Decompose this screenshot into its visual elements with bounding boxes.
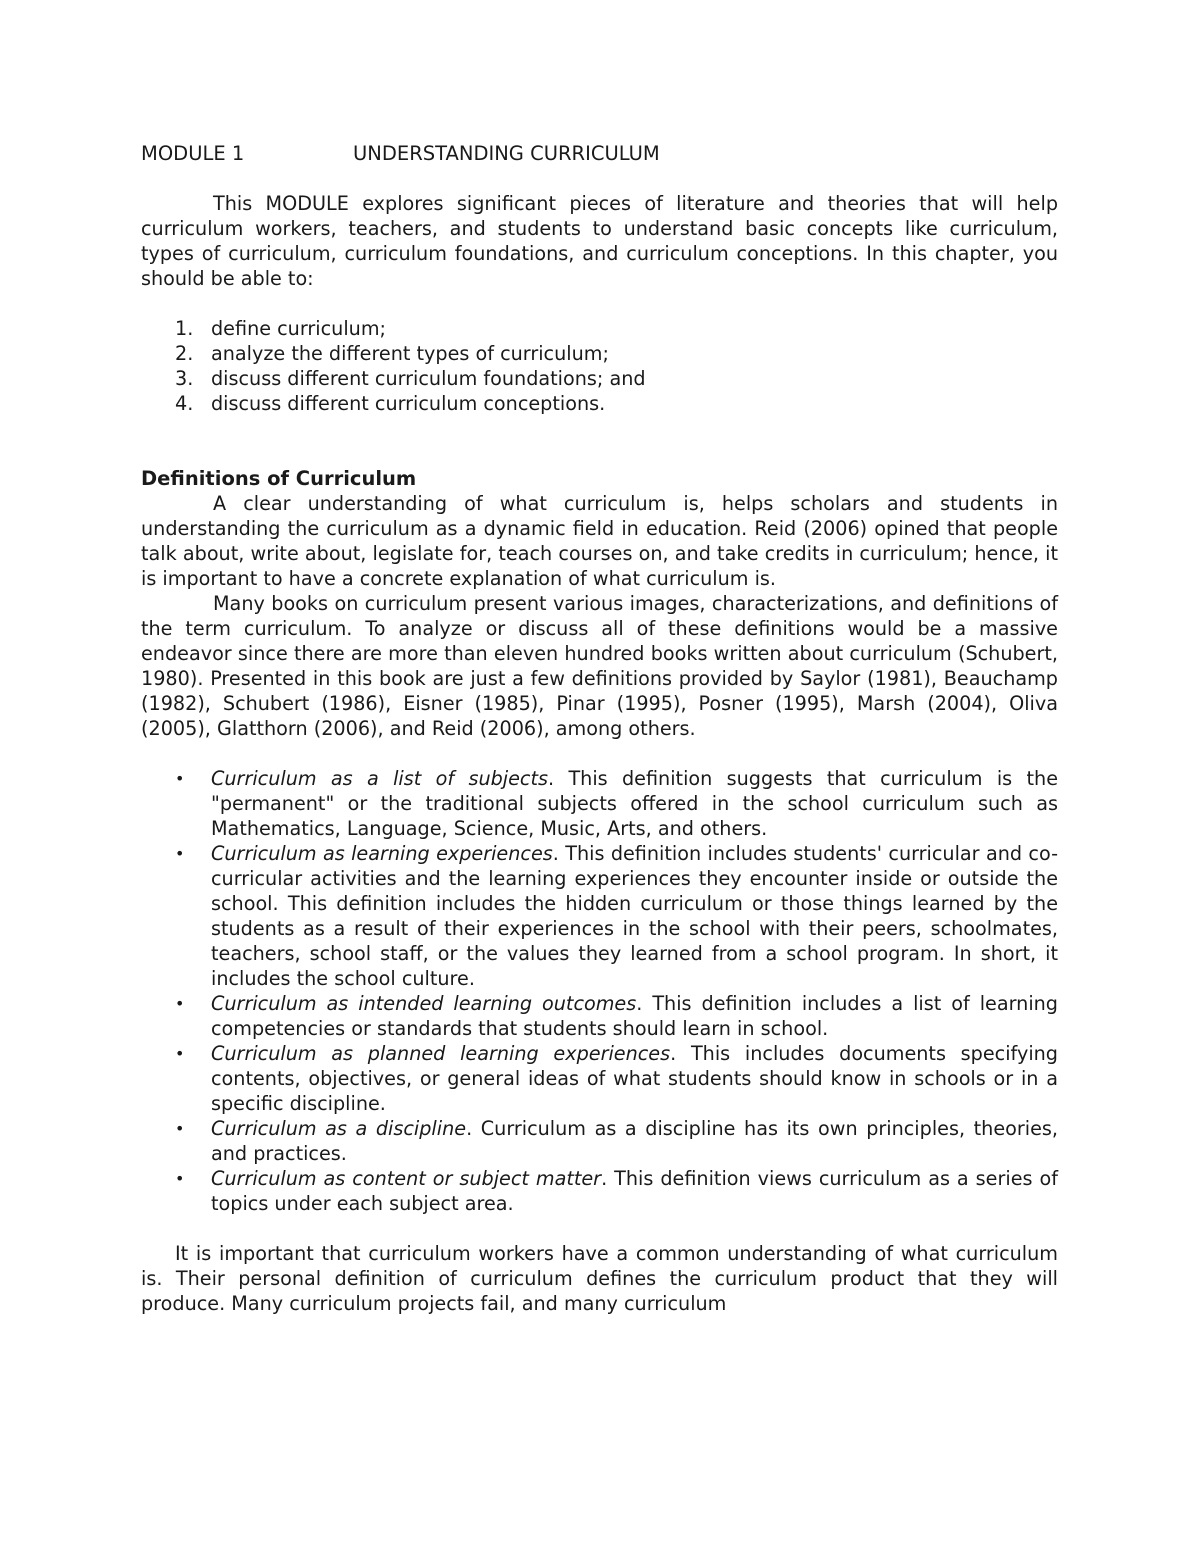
- definition-term: Curriculum as a discipline: [211, 1117, 467, 1140]
- intro-paragraph: This MODULE explores significant pieces of literature and theories that will help curriculum workers, teachers, and students to understand basic concepts like curriculum, types of curriculum, curriculum foundations, and curriculum conceptions. In this chapter, you should be able to:: [141, 192, 1058, 290]
- objective-item: [141, 341, 1058, 366]
- definition-text: . This includes documents specifying contents, objectives, or general ideas of what students should know in schools or in a specific discipline.: [211, 1042, 1058, 1115]
- document-page: [141, 141, 1058, 1316]
- definitions-paragraph-2: Many books on curriculum present various images, characterizations, and definitions of the term curriculum. To analyze or discuss all of these definitions would be a massive endeavor since there are more than eleven hundred books written about curriculum (Schubert, 1980). Presented in this book are just a few definitions provided by Saylor (1981), Beauchamp (1982), Schubert (1986), Eisner (1985), Pinar (1995), Posner (1995), Marsh (2004), Oliva (2005), Glatthorn (2006), and Reid (2006), among others.: [141, 592, 1058, 740]
- objective-text: analyze the different types of curriculum;: [211, 342, 609, 365]
- definition-text: . This definition includes a list of learning competencies or standards that students should learn in school.: [211, 992, 1058, 1040]
- definition-term: Curriculum as content or subject matter: [211, 1167, 602, 1190]
- objective-text: define curriculum;: [211, 317, 386, 340]
- definition-item: [141, 1116, 1058, 1166]
- section-heading: Definitions of Curriculum: [141, 467, 417, 490]
- objective-number: 1.: [175, 317, 194, 340]
- definitions-paragraph-1: A clear understanding of what curriculum is, helps scholars and students in understanding the curriculum as a dynamic field in education. Reid (2006) opined that people talk about, write about, legislate for, teach courses on, and take credits in curriculum; hence, it is important to have a concrete explanation of what curriculum is.: [141, 492, 1058, 590]
- definition-term: Curriculum as learning experiences: [211, 842, 553, 865]
- definition-text: . This definition views curriculum as a series of topics under each subject area.: [211, 1167, 1058, 1215]
- definitions-list: [141, 766, 1058, 1216]
- definition-item: [141, 1166, 1058, 1216]
- objective-number: 4.: [175, 392, 194, 415]
- bullet-icon: •: [175, 769, 185, 788]
- objective-number: 2.: [175, 342, 194, 365]
- definition-item: [141, 766, 1058, 841]
- objectives-list: [141, 316, 1058, 416]
- definition-text: . This definition suggests that curriculum is the "permanent" or the traditional subjects offered in the school curriculum such as Mathematics, Language, Science, Music, Arts, and others.: [211, 767, 1058, 840]
- module-label: MODULE 1: [141, 142, 245, 165]
- definition-item: [141, 1041, 1058, 1116]
- bullet-icon: •: [175, 844, 185, 863]
- module-title: UNDERSTANDING CURRICULUM: [353, 142, 660, 165]
- definition-item: [141, 991, 1058, 1041]
- definition-text: . This definition includes students' curricular and co-curricular activities and the learning experiences they encounter inside or outside the school. This definition includes the hidden curriculum or those things learned by the students as a result of their experiences in the school with their peers, schoolmates, teachers, school staff, or the values they learned from a school program. In short, it includes the school culture.: [211, 842, 1058, 990]
- definition-text: . Curriculum as a discipline has its own principles, theories, and practices.: [211, 1117, 1058, 1165]
- bullet-icon: •: [175, 1044, 185, 1063]
- definition-term: Curriculum as intended learning outcomes: [211, 992, 637, 1015]
- objective-text: discuss different curriculum conceptions.: [211, 392, 606, 415]
- objective-item: [141, 316, 1058, 341]
- bullet-icon: •: [175, 994, 185, 1013]
- definition-term: Curriculum as planned learning experiences: [211, 1042, 671, 1065]
- objective-item: [141, 391, 1058, 416]
- objective-text: discuss different curriculum foundations; and: [211, 367, 646, 390]
- definition-term: Curriculum as a list of subjects: [211, 767, 548, 790]
- closing-paragraph: It is important that curriculum workers have a common understanding of what curriculum is. Their personal definition of curriculum defines the curriculum product that they will produce. Many curriculum projects fail, and many curriculum: [141, 1242, 1058, 1315]
- module-title-row: [141, 141, 1058, 166]
- bullet-icon: •: [175, 1169, 185, 1188]
- definition-item: [141, 841, 1058, 991]
- objective-item: [141, 366, 1058, 391]
- bullet-icon: •: [175, 1119, 185, 1138]
- objective-number: 3.: [175, 367, 194, 390]
